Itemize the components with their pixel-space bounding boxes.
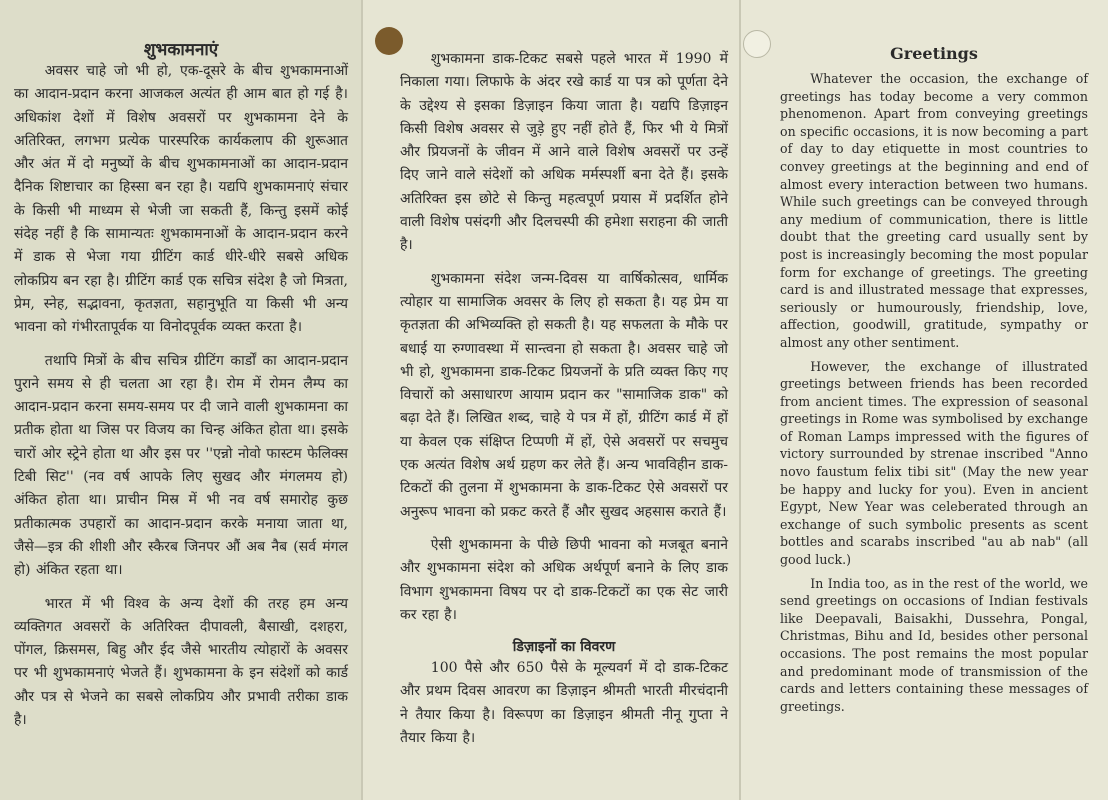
english-paragraph-2: However, the exchange of illustrated greetings between friends has been recorded from ancient times. The expression of seasonal greetings in Rome was symbolised by exchange of Roman Lamps impressed with the figures of victory surrounded by strenae inscribed "Anno novo faustum felix tibi sit" (May the new year be happy and lucky for you). Even in ancient Egypt, New Year was celeberated through an exchange of such symbolic presents as scent bottles and scarabs inscribed "au ab nab" (all good luck.) <box>780 358 1088 568</box>
middle-paragraph-2: शुभकामना संदेश जन्म-दिवस या वार्षिकोत्सव, धार्मिक त्योहार या सामाजिक अवसर के लिए हो सकता है। यह प्रेम या कृतज्ञता की अभिव्यक्ति हो सकती है। यह सफलता के मौके पर बधाई या रुग्णावस्था में सान्त्वना हो सकता है। अवसर चाहे जो भी हो, शुभकामना डाक-टिकट प्रियजनों के प्रति व्यक्त किए गए विचारों को असाधारण आयाम प्रदान कर "सामाजिक डाक" को बढ़ा देते हैं। लिखित शब्द, चाहे ये पत्र में हों, ग्रीटिंग कार्ड में हों या केवल एक संक्षिप्त टिप्पणी में हों, ऐसे अवसरों पर सचमुच एक अत्यंत विशेष अर्थ ग्रहण कर लेते हैं। अन्य भावविहीन डाक-टिकटों की तुलना में शुभकामना के डाक-टिकट ऐसे अवसरों पर अनुरूप भावना को प्रकट करते हैं और सुखद अहसास कराते हैं। <box>400 270 728 520</box>
hindi-panel <box>0 0 362 800</box>
punch-hole-right <box>743 30 771 58</box>
hindi-paragraph-2: तथापि मित्रों के बीच सचित्र ग्रीटिंग कार्डों का आदान-प्रदान पुराने समय से ही चलता आ रहा है। रोम में रोमन लैम्प का आदान-प्रदान करना समय-समय पर दी जाने वाली शुभकामना का प्रतीक होता था जिस पर विजय का चिन्ह अंकित होता था। इसके चारों ओर स्ट्रेने होता था और इस पर ''एन्नो नोवो फास्टम फेलिक्स टिबी सिट'' (नव वर्ष आपके लिए सुखद और मंगलमय हो) अंकित होता था। प्राचीन मिस्र में भी नव वर्ष समारोह कुछ प्रतीकात्मक उपहारों का आदान-प्रदान करके मनाया जाता था, जैसे—इत्र की शीशी और स्कैरब जिनपर औं अब नैब (सर्व मंगल हो) अंकित रहता था। <box>14 352 348 579</box>
design-text: 100 पैसे और 650 पैसे के मूल्यवर्ग में दो डाक-टिकट और प्रथम दिवस आवरण का डिज़ाइन श्रीमती भारती मीरचंदानी ने तैयार किया है। विरूपण का डिज़ाइन श्रीमती नीनू गुप्ता ने तैयार किया है। <box>400 660 728 747</box>
english-paragraph-1: Whatever the occasion, the exchange of greetings has today become a very common phenomenon. Apart from conveying greetings on specific occasions, it is now becoming a part of day to day etiquette in most countries to convey greetings at the beginning and end of almost every interaction between two humans. While such greetings can be conveyed through any medium of communication, there is little doubt that the greeting card usually sent by post is increasingly becoming the most popular form for exchange of greetings. The greeting card is and illustrated message that expresses, seriously or humourously, friendship, love, affection, goodwill, gratitude, sympathy or almost any other sentiment. <box>780 71 1088 350</box>
english-paragraph-3: In India too, as in the rest of the world, we send greetings on occasions of Indian festivals like Deepavali, Baisakhi, Dussehra, Pongal, Christmas, Bihu and Id, besides other personal occasions. The post remains the most popular and predominant mode of transmission of the cards and letters containing these messages of greetings. <box>780 575 1088 714</box>
fold-line-right <box>739 0 741 800</box>
design-heading: डिज़ाइनों का विवरण <box>512 639 616 656</box>
fold-line-left <box>361 0 363 800</box>
middle-hindi-panel <box>362 0 740 800</box>
middle-paragraph-3: ऐसी शुभकामना के पीछे छिपी भावना को मजबूत बनाने और शुभकामना संदेश को अधिक अर्थपूर्ण बनाने के लिए डाक विभाग शुभकामना विषय पर दो डाक-टिकटों का एक सेट जारी कर रहा है। <box>400 536 728 623</box>
middle-paragraph-1: शुभकामना डाक-टिकट सबसे पहले भारत में 1990 में निकाला गया। लिफाफे के अंदर रखे कार्ड या पत्र को पूर्णता देने के उद्देश्य से इसका डिज़ाइन किया जाता है। यद्यपि डिज़ाइन किसी विशेष अवसर से जुड़े हुए नहीं होते हैं, फिर भी ये मित्रों और प्रियजनों के जीवन में आने वाले विशेष अवसरों पर उन्हें दिए जाने वाले संदेशों को अधिक मर्मस्पर्शी बना देते हैं। इसके अतिरिक्त इस छोटे से किन्तु महत्वपूर्ण प्रयास में प्रदर्शित होने वाली विशेष पसंदगी और दिलचस्पी की हमेशा सराहना की जाती है। <box>400 51 728 254</box>
punch-hole-left <box>375 27 403 55</box>
hindi-paragraph-1: अवसर चाहे जो भी हो, एक-दूसरे के बीच शुभकामनाओं का आदान-प्रदान करना आजकल अत्यंत ही आम बात हो गई है। अधिकांश देशों में विशेष अवसरों पर शुभकामना देने के अतिरिक्त, लगभग प्रत्येक पारस्परिक कार्यकलाप की शुरूआत और अंत में दो मनुष्यों के बीच शुभकामनाओं का आदान-प्रदान दैनिक शिष्टाचार का हिस्सा बन रहा है। यद्यपि शुभकामनाएं संचार के किसी भी माध्यम से भेजी जा सकती हैं, किन्तु इसमें कोई संदेह नहीं है कि सामान्यतः शुभकामनाओं के आदान-प्रदान करने में डाक से भेजा गया ग्रीटिंग कार्ड धीरे-धीरे सबसे अधिक लोकप्रिय बन रहा है। ग्रीटिंग कार्ड एक सचित्र संदेश है जो मित्रता, प्रेम, स्नेह, सद्भावना, कृतज्ञता, सहानुभूति या किसी भी अन्य भावना को गंभीरतापूर्वक या विनोदपूर्वक व्यक्त करता है। <box>14 63 348 336</box>
hindi-title: शुभकामनाएं <box>143 40 219 60</box>
hindi-paragraph-3: भारत में भी विश्व के अन्य देशों की तरह हम अन्य व्यक्तिगत अवसरों के अतिरिक्त दीपावली, बैसाखी, दशहरा, पोंगल, क्रिसमस, बिहु और ईद जैसे भारतीय त्योहारों के अवसर पर भी शुभकामनाएं भेजते हैं। शुभकामना के इन संदेशों को कार्ड और पत्र से भेजने का सबसे लोकप्रिय और प्रभावी तरीका डाक है। <box>14 595 348 729</box>
english-title: Greetings <box>890 44 978 63</box>
english-panel <box>740 0 1108 800</box>
